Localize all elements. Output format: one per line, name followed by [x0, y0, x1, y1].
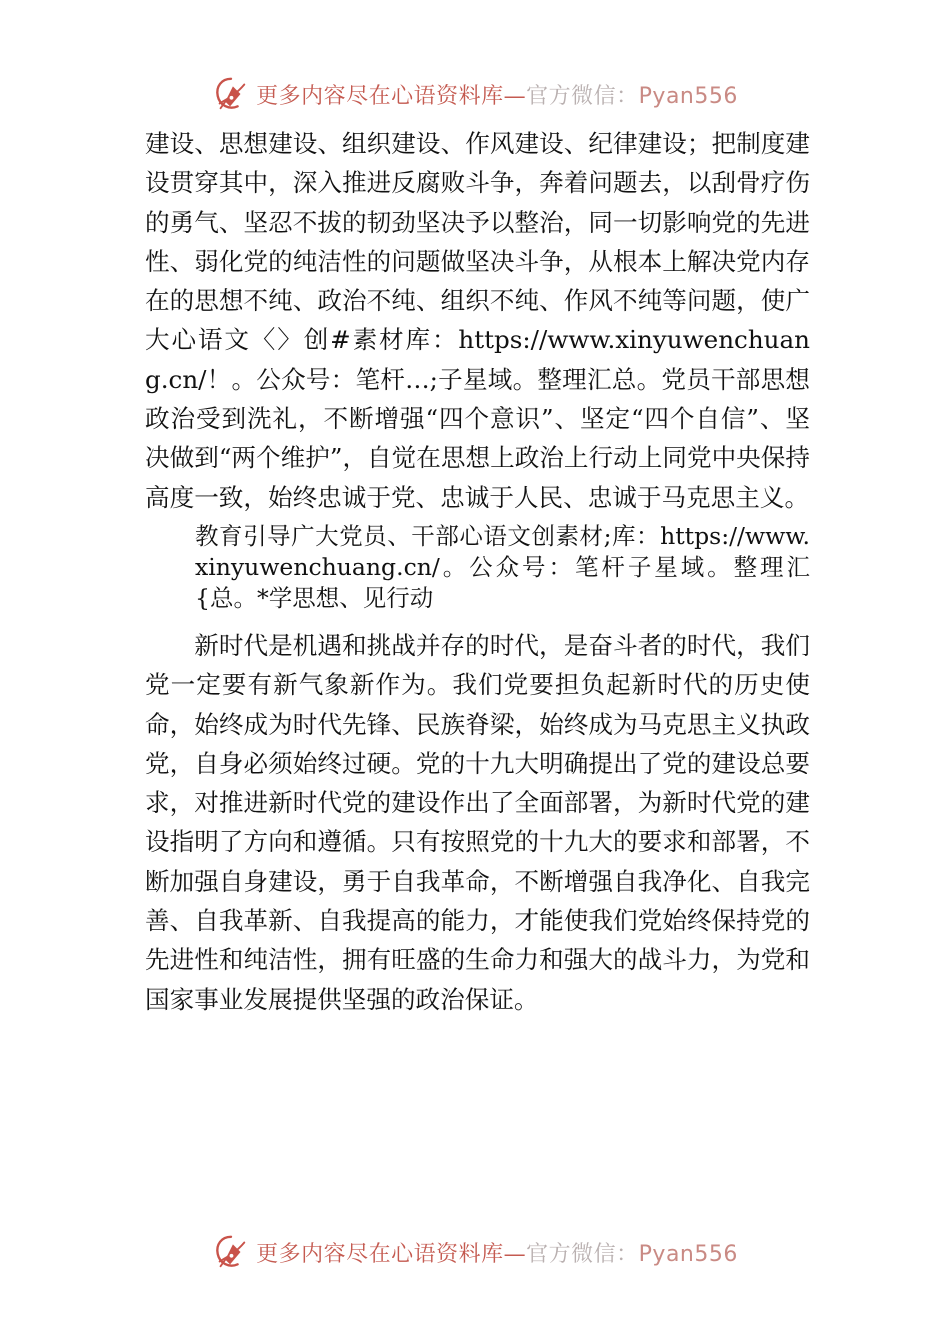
banner-main-text: 更多内容尽在心语资料库: [256, 1241, 504, 1267]
banner-label: 官方微信：: [526, 1241, 639, 1267]
banner-text: [256, 1237, 738, 1268]
banner-separator: —: [503, 83, 527, 109]
brand-logo-icon: [212, 1233, 250, 1271]
banner-separator: —: [503, 1241, 527, 1267]
footer-banner: [0, 1222, 950, 1282]
header-banner: [0, 64, 950, 124]
paragraph-2: 教育引导广大党员、干部心语文创素材;库：https://www.xinyuwenchuang.cn/。公众号：笔杆子星域。整理汇{总。*学思想、见行动: [195, 521, 810, 612]
banner-text: [256, 79, 738, 110]
paragraph-1: 建设、思想建设、组织建设、作风建设、纪律建设；把制度建设贯穿其中，深入推进反腐败斗争，奔着问题去，以刮骨疗伤的勇气、坚忍不拔的韧劲坚决予以整治，同一切影响党的先进性、弱化党的纯洁性的问题做坚决斗争，从根本上解决党内存在的思想不纯、政治不纯、组织不纯、作风不纯等问题，使广大心语文〈〉创#素材库：https://www.xinyuwenchuang.cn/！。公众号：笔杆…;子星域。整理汇总。党员干部思想政治受到洗礼，不断增强“四个意识”、坚定“四个自信”、坚决做到“两个维护”，自觉在思想上政治上行动上同党中央保持高度一致，始终忠诚于党、忠诚于人民、忠诚于马克思主义。: [145, 129, 810, 512]
banner-label: 官方微信：: [526, 83, 639, 109]
brand-logo-icon: [212, 75, 250, 113]
paragraph-3: 新时代是机遇和挑战并存的时代，是奋斗者的时代，我们党一定要有新气象新作为。我们党要担负起新时代的历史使命，始终成为时代先锋、民族脊梁，始终成为马克思主义执政党，自身必须始终过硬。党的十九大明确提出了党的建设总要求，对推进新时代党的建设作出了全面部署，为新时代党的建设指明了方向和遵循。只有按照党的十九大的要求和部署，不断加强自身建设，勇于自我革命，不断增强自我净化、自我完善、自我革新、自我提高的能力，才能使我们党始终保持党的先进性和纯洁性，拥有旺盛的生命力和强大的战斗力，为党和国家事业发展提供坚强的政治保证。: [145, 630, 810, 1014]
banner-handle: Pyan556: [638, 1241, 738, 1267]
banner-handle: Pyan556: [638, 83, 738, 109]
banner-main-text: 更多内容尽在心语资料库: [256, 83, 504, 109]
document-body: [145, 124, 810, 1019]
